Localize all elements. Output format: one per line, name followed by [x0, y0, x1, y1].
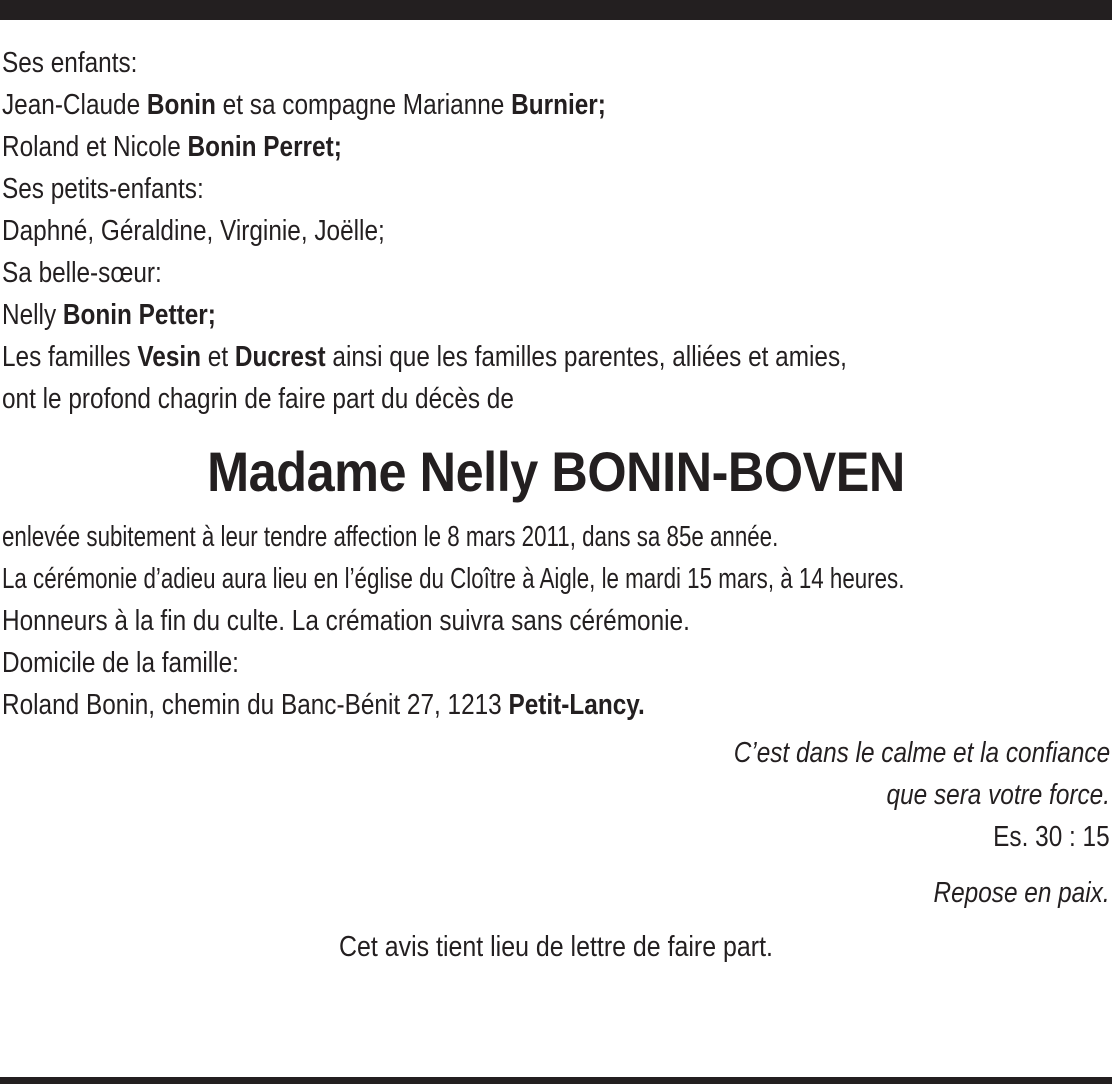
family-line: [2, 126, 1110, 168]
family-line: [2, 378, 1110, 420]
family-text: Ses petits-enfants:: [2, 173, 204, 205]
family-text: et: [201, 341, 235, 373]
quote-line-1: C’est dans le calme et la confiance: [733, 737, 1110, 769]
family-text: ont le profond chagrin de faire part du décès de: [2, 383, 514, 415]
family-name-bold: Bonin Perret;: [187, 131, 342, 163]
family-line: [2, 336, 1110, 378]
family-address: [2, 684, 1110, 726]
ceremony-info: La cérémonie d’adieu aura lieu en l’église du Cloître à Aigle, le mardi 15 mars, à 14 heures.: [2, 563, 905, 595]
family-list: [2, 42, 1110, 420]
family-name-bold: Bonin: [146, 89, 216, 121]
quote-reference: Es. 30 : 15: [993, 821, 1110, 853]
address-city: Petit-Lancy.: [508, 689, 645, 721]
family-line: [2, 42, 1110, 84]
footer-note: Cet avis tient lieu de lettre de faire part.: [339, 931, 773, 963]
family-text: Daphné, Géraldine, Virginie, Joëlle;: [2, 215, 385, 247]
deceased-name: Madame Nelly BONIN-BOVEN: [207, 440, 905, 503]
family-text: ainsi que les familles parentes, alliées et amies,: [325, 341, 847, 373]
family-name-bold: Ducrest: [234, 341, 326, 373]
domicile-label: Domicile de la famille:: [2, 647, 239, 679]
cremation-info: Honneurs à la fin du culte. La crémation suivra sans cérémonie.: [2, 605, 690, 637]
family-name-bold: Vesin: [137, 341, 202, 373]
family-line: [2, 210, 1110, 252]
closing-phrase: Repose en paix.: [933, 877, 1110, 909]
family-text: Nelly: [2, 299, 63, 331]
family-text: Jean-Claude: [2, 89, 147, 121]
family-text: Roland et Nicole: [2, 131, 188, 163]
family-line: [2, 294, 1110, 336]
address-text: Roland Bonin, chemin du Banc-Bénit 27, 1213: [2, 689, 509, 721]
family-line: [2, 168, 1110, 210]
bottom-rule: [0, 1077, 1112, 1084]
top-rule: [0, 0, 1112, 20]
family-line: [2, 252, 1110, 294]
family-line: [2, 84, 1110, 126]
family-text: Les familles: [2, 341, 138, 373]
family-name-bold: Burnier;: [511, 89, 606, 121]
quote-line-2: que sera votre force.: [886, 779, 1110, 811]
death-announcement: enlevée subitement à leur tendre affection le 8 mars 2011, dans sa 85e année.: [2, 521, 779, 553]
family-text: et sa compagne Marianne: [215, 89, 512, 121]
family-name-bold: Bonin Petter;: [62, 299, 216, 331]
family-text: Ses enfants:: [2, 47, 138, 79]
quote-block: [2, 732, 1110, 914]
obituary-notice: [2, 42, 1110, 968]
family-text: Sa belle-sœur:: [2, 257, 162, 289]
